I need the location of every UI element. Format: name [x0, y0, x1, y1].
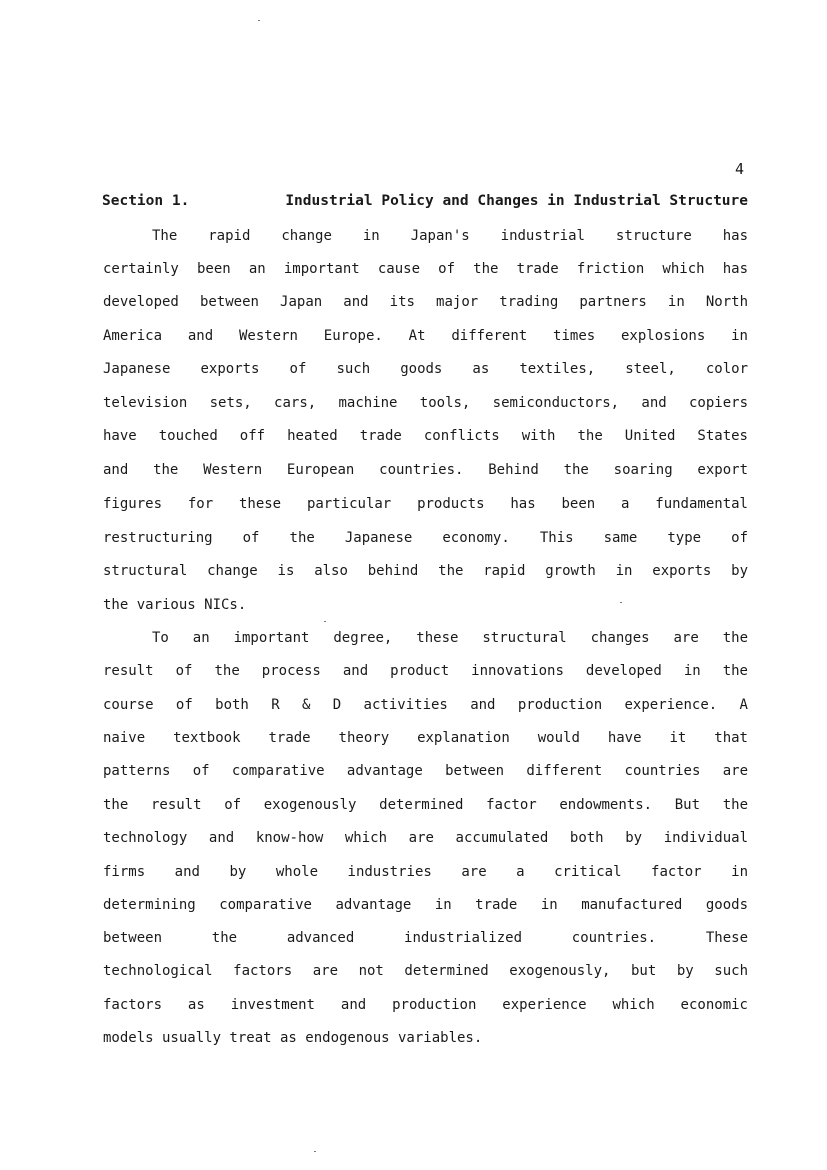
paragraph-line: between the advanced industrialized countries. These	[103, 930, 748, 946]
paragraph-line: firms and by whole industries are a critical factor in	[103, 864, 748, 880]
paragraph-line: models usually treat as endogenous variables.	[103, 1030, 483, 1046]
paragraph-line: technology and know-how which are accumulated both by individual	[103, 830, 748, 846]
paragraph-line: developed between Japan and its major trading partners in North	[103, 294, 748, 310]
paragraph-line: the various NICs.	[103, 597, 247, 613]
paragraph-line: America and Western Europe. At different times explosions in	[103, 328, 748, 344]
paragraph-line: certainly been an important cause of the trade friction which has	[103, 261, 748, 277]
page-number: 4	[735, 160, 745, 178]
paragraph-line: figures for these particular products has been a fundamental	[103, 496, 748, 512]
paragraph-line: The rapid change in Japan's industrial structure has	[152, 228, 748, 244]
section-heading	[102, 193, 748, 209]
paragraph-line: Japanese exports of such goods as textiles, steel, color	[103, 361, 748, 377]
scan-speck	[324, 621, 326, 622]
paragraph-line: factors as investment and production experience which economic	[103, 997, 748, 1013]
section-title: Industrial Policy and Changes in Industrial Structure	[285, 193, 748, 209]
section-label: Section 1.	[102, 193, 190, 209]
paragraph-line: determining comparative advantage in trade in manufactured goods	[103, 897, 748, 913]
paragraph-line: technological factors are not determined exogenously, but by such	[103, 963, 748, 979]
paragraph-line: and the Western European countries. Behind the soaring export	[103, 462, 748, 478]
paragraph-line: naive textbook trade theory explanation would have it that	[103, 730, 748, 746]
paragraph-line: course of both R & D activities and production experience. A	[103, 697, 748, 713]
paragraph-line: result of the process and product innovations developed in the	[103, 663, 748, 679]
paragraph-line: television sets, cars, machine tools, semiconductors, and copiers	[103, 395, 748, 411]
paragraph-line: structural change is also behind the rapid growth in exports by	[103, 563, 748, 579]
paragraph-line: restructuring of the Japanese economy. This same type of	[103, 530, 748, 546]
scan-speck	[620, 602, 622, 603]
paragraph-line: To an important degree, these structural changes are the	[152, 630, 748, 646]
paragraph-line: patterns of comparative advantage between different countries are	[103, 763, 748, 779]
paragraph-line: have touched off heated trade conflicts with the United States	[103, 428, 748, 444]
paragraph-line: the result of exogenously determined factor endowments. But the	[103, 797, 748, 813]
scan-speck	[314, 1151, 316, 1152]
scan-speck	[258, 20, 260, 21]
